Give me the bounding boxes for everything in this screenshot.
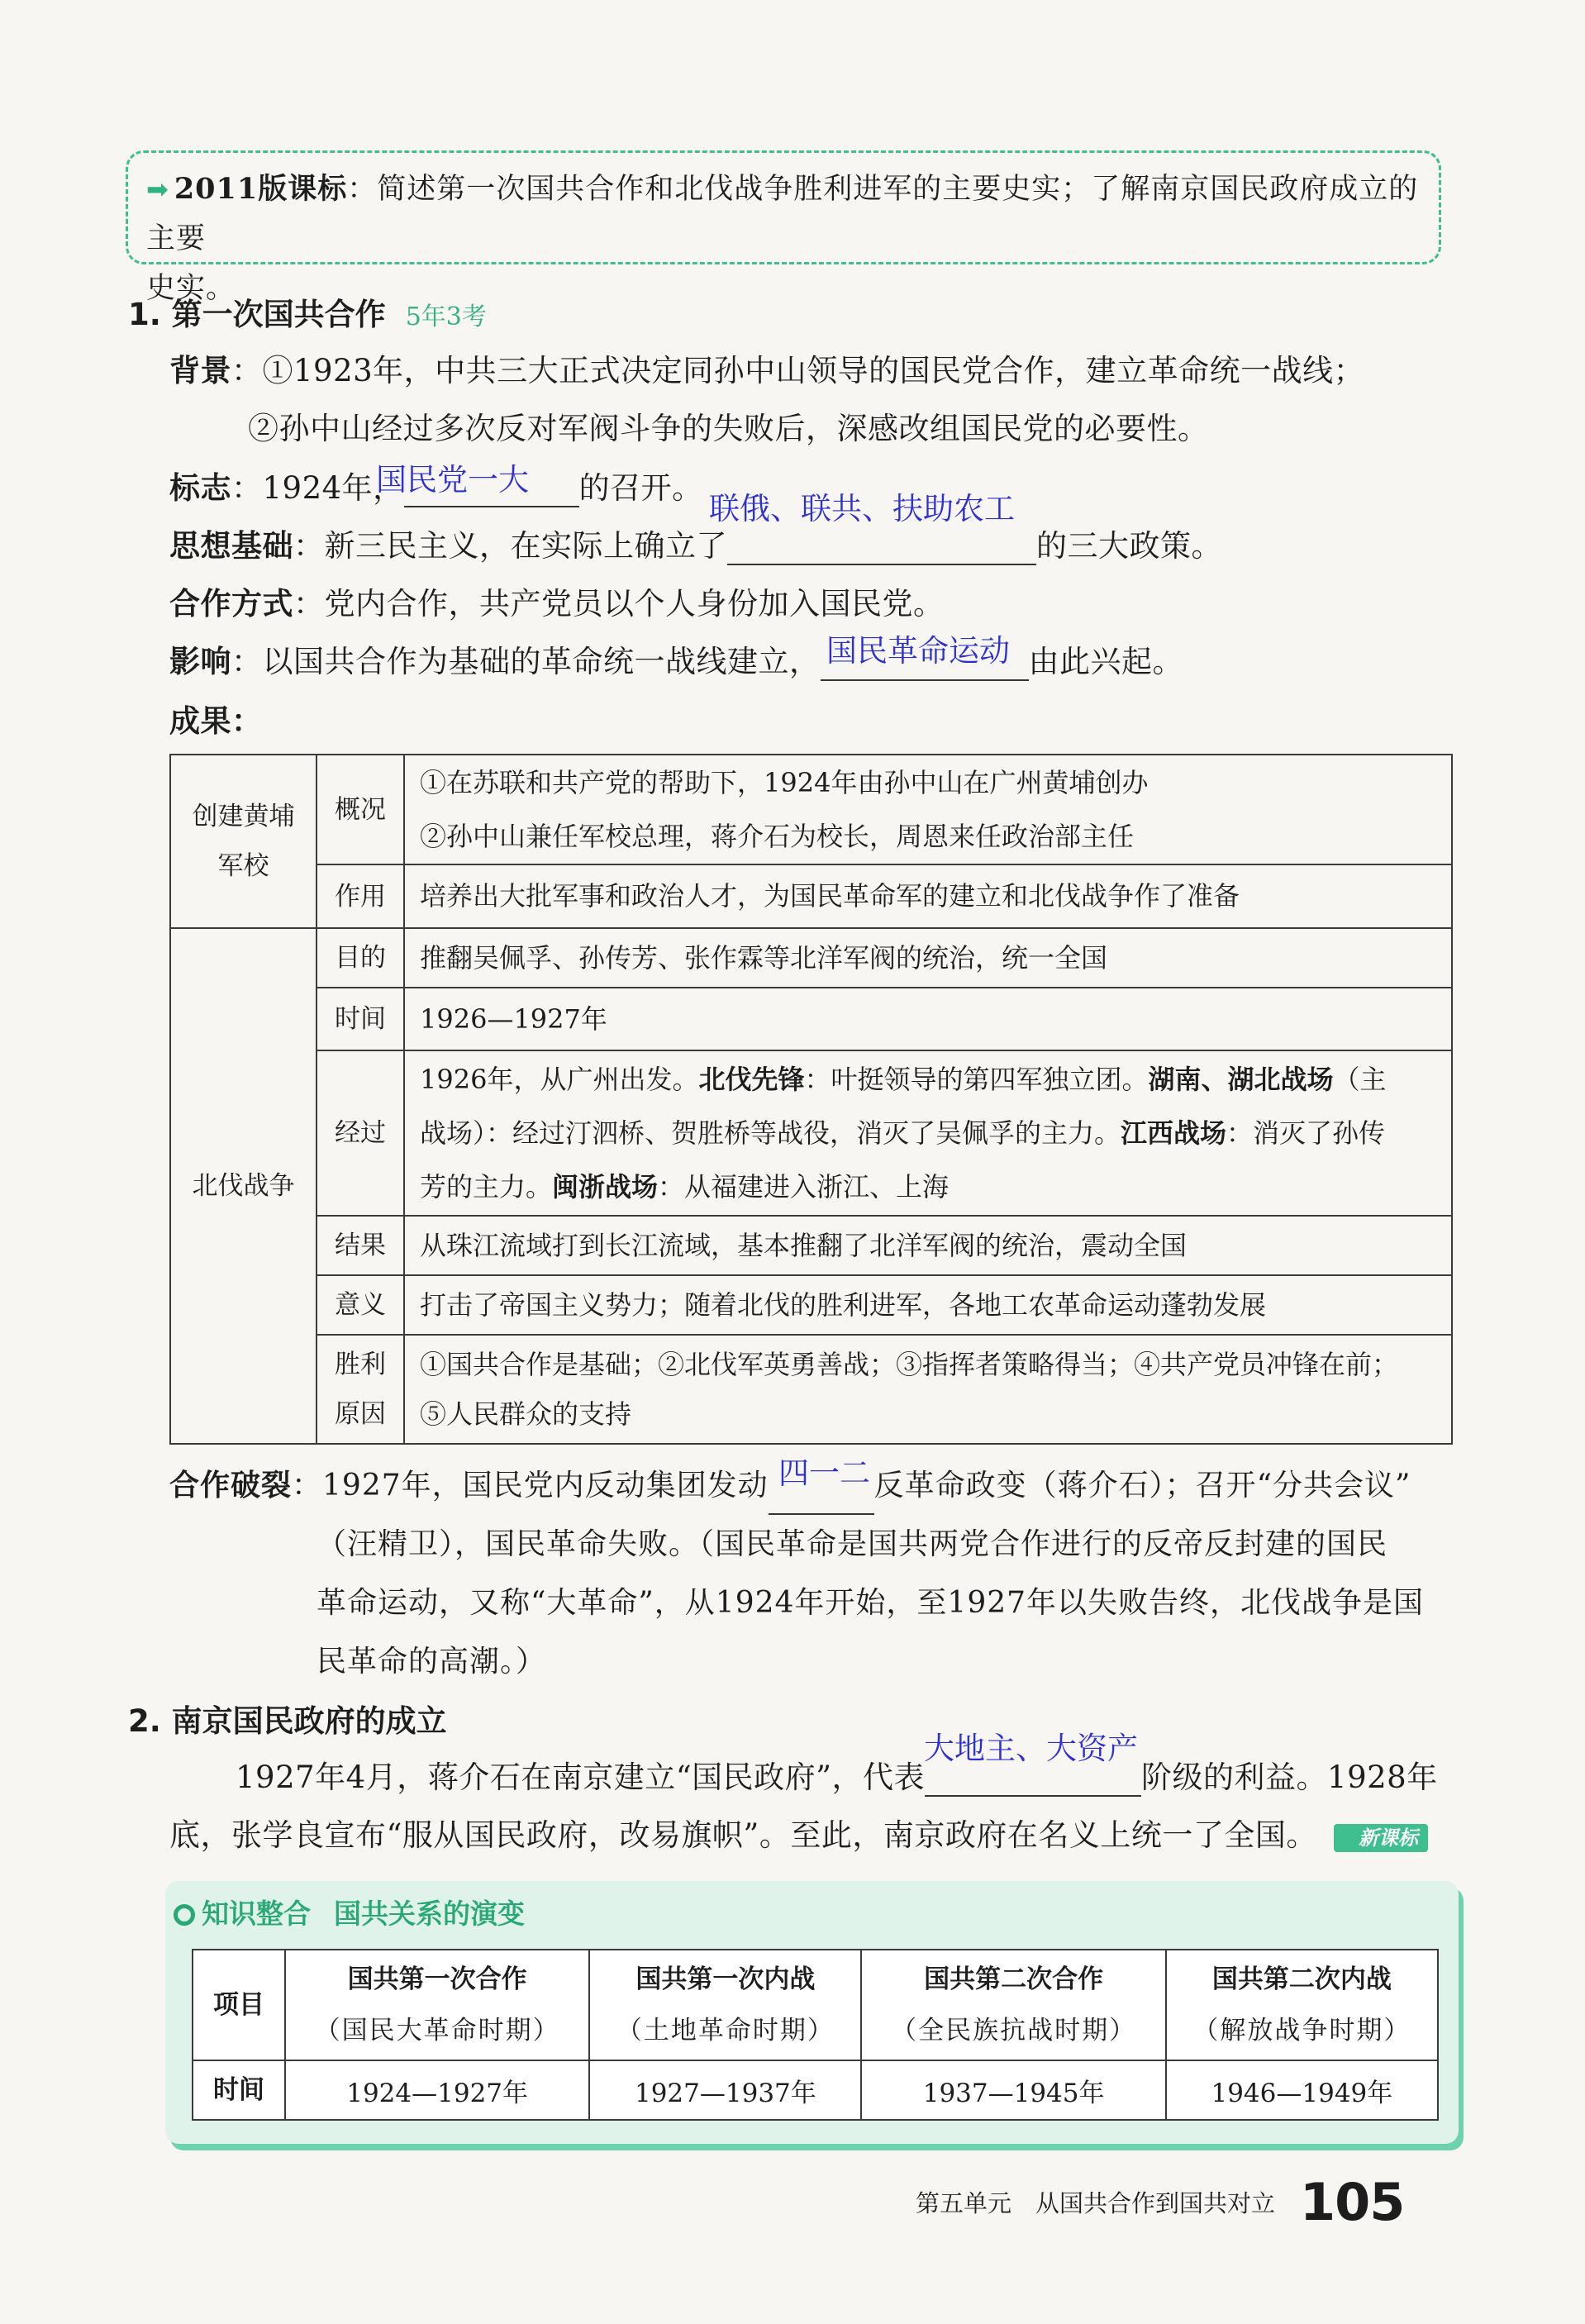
col-header-item: 项目 — [193, 1950, 285, 2060]
achievements-table — [169, 754, 1453, 1445]
table-row — [170, 928, 1452, 988]
knowledge-heading — [174, 1893, 525, 1931]
knowledge-title: 知识整合 — [202, 1898, 311, 1930]
section2-title: 2. 南京国民政府的成立 — [128, 1703, 447, 1739]
split-line3: 革命运动，又称“大革命”，从1924年开始，至1927年以失败告终，北伐战争是国 — [317, 1586, 1425, 1620]
mode-label: 合作方式 — [169, 586, 293, 621]
section1-title-text: 1. 第一次国共合作 — [128, 297, 386, 332]
standard-label: 2011版课标 — [174, 172, 348, 206]
new-curriculum-tag: 新课标 — [1334, 1824, 1428, 1852]
mark-pre: ：1924年， — [231, 470, 404, 506]
yiyi-label: 意义 — [317, 1275, 404, 1335]
table-row — [170, 755, 1452, 864]
page-number: 105 — [1300, 2172, 1405, 2232]
jg-a: 1926年，从广州出发。 — [420, 1063, 699, 1095]
section2-post: 阶级的利益。1928年 — [1141, 1760, 1438, 1795]
shijian-label: 时间 — [317, 988, 404, 1050]
jg-c: ：叶挺领导的第四军独立团。 — [804, 1063, 1149, 1095]
table-row — [170, 864, 1452, 928]
impact-line — [169, 636, 1183, 681]
jg-f: 战场）：经过汀泗桥、贺胜桥等战役，消灭了吴佩孚的主力。 — [420, 1117, 1121, 1149]
knowledge-subtitle: 国共关系的演变 — [334, 1898, 525, 1930]
gaikuang-label: 概况 — [317, 755, 404, 864]
jg-g: 江西战场 — [1121, 1117, 1227, 1149]
mark-post: 的召开。 — [578, 470, 703, 506]
time-cell: 1937—1945年 — [861, 2060, 1165, 2120]
yiyi-text: 打击了帝国主义势力；随着北伐的胜利进军，各地工农革命运动蓬勃发展 — [404, 1275, 1452, 1335]
col-period: （解放战争时期） — [1192, 2016, 1411, 2045]
gaikuang-text — [404, 755, 1452, 864]
col-period: （土地革命时期） — [616, 2016, 835, 2045]
beifa-label: 北伐战争 — [170, 928, 317, 1444]
zuoyong-label: 作用 — [317, 864, 404, 928]
jg-h: ：消灭了孙传 — [1226, 1117, 1386, 1149]
mark-answer: 国民党一大 — [376, 462, 529, 498]
row-label-time: 时间 — [193, 2060, 285, 2120]
mode-text: ：党内合作，共产党员以个人身份加入国民党。 — [293, 586, 945, 621]
col-name: 国共第二次合作 — [924, 1964, 1104, 1994]
time-cell: 1924—1927年 — [285, 2060, 589, 2120]
idea-post: 的三大政策。 — [1036, 528, 1222, 564]
mudi-text: 推翻吴佩孚、孙传芳、张作霖等北洋军阀的统治，统一全国 — [404, 928, 1452, 988]
shengli-label — [317, 1335, 404, 1444]
jg-e: （主 — [1333, 1063, 1387, 1095]
section1-title — [128, 289, 487, 334]
table-row — [193, 2060, 1438, 2120]
circle-bullet-icon — [174, 1904, 195, 1926]
shijian-text: 1926—1927年 — [404, 988, 1452, 1050]
huangpu-label: 创建黄埔军校 — [192, 802, 295, 881]
gaikuang-item2: ②孙中山兼任军校总理，蒋介石为校长，周恩来任政治部主任 — [420, 820, 1135, 852]
relations-table — [192, 1949, 1439, 2121]
unit-title: 第五单元 从国共合作到国共对立 — [916, 2189, 1276, 2217]
idea-blank[interactable] — [727, 527, 1036, 565]
jingguo-text — [404, 1050, 1452, 1216]
idea-answer: 联俄、联共、扶助农工 — [709, 491, 1015, 526]
section2-line1 — [236, 1752, 1438, 1797]
section2-pre: 1927年4月，蒋介石在南京建立“国民政府”，代表 — [236, 1760, 926, 1795]
impact-label: 影响 — [169, 644, 231, 679]
jg-i: 芳的主力。 — [420, 1170, 553, 1202]
col-header — [589, 1950, 861, 2060]
exam-frequency-tag: 5年3考 — [405, 302, 487, 331]
table-row — [170, 1050, 1452, 1216]
jingguo-label: 经过 — [317, 1050, 404, 1216]
background-line1 — [169, 345, 1364, 390]
split-line4: 民革命的高潮。） — [317, 1645, 547, 1679]
page-footer — [916, 2172, 1404, 2232]
shengli-text — [404, 1335, 1452, 1444]
split-pre: ：1927年，国民党内反动集团发动 — [292, 1469, 769, 1503]
split-line2: （汪精卫），国民革命失败。（国民革命是国共两党合作进行的反帝反封建的国民 — [317, 1527, 1388, 1561]
shengli-label-1: 胜利 — [335, 1350, 386, 1379]
col-name: 国共第二次内战 — [1211, 1964, 1392, 1994]
jg-d: 湖南、湖北战场 — [1148, 1063, 1334, 1095]
section2-line2: 底，张学良宣布“服从国民政府，改易旗帜”。至此，南京政府在名义上统一了全国。 — [169, 1817, 1317, 1853]
impact-answer: 国民革命运动 — [826, 633, 1010, 669]
jieguo-label: 结果 — [317, 1216, 404, 1275]
col-header — [861, 1950, 1165, 2060]
col-name: 国共第一次合作 — [347, 1964, 527, 1994]
table-row — [170, 1216, 1452, 1275]
background-text1: ：①1923年，中共三大正式决定同孙中山领导的国民党合作，建立革命统一战线； — [231, 353, 1365, 388]
background-label: 背景 — [169, 353, 231, 388]
standard-text-line1: ：简述第一次国共合作和北伐战争胜利进军的主要史实；了解南京国民政府成立的主要 — [146, 173, 1419, 255]
gaikuang-item1: ①在苏联和共产党的帮助下，1924年由孙中山在广州黄埔创办 — [420, 766, 1149, 798]
col-header — [285, 1950, 589, 2060]
table-row — [170, 1275, 1452, 1335]
col-period: （国民大革命时期） — [314, 2016, 560, 2045]
zuoyong-text: 培养出大批军事和政治人才，为国民革命军的建立和北伐战争作了准备 — [404, 864, 1452, 928]
mark-label: 标志 — [169, 470, 231, 506]
col-header — [1166, 1950, 1438, 2060]
curriculum-standard-box — [126, 150, 1441, 305]
table-row — [193, 1950, 1438, 2060]
shengli-item2: ⑤人民群众的支持 — [420, 1398, 632, 1430]
jg-b: 北伐先锋 — [698, 1063, 805, 1095]
col-period: （全民族抗战时期） — [891, 2016, 1137, 2045]
col-name: 国共第一次内战 — [635, 1964, 816, 1994]
impact-pre: ：以国共合作为基础的革命统一战线建立， — [231, 644, 821, 679]
shengli-label-2: 原因 — [335, 1399, 386, 1429]
jg-k: ：从福建进入浙江、上海 — [658, 1170, 950, 1202]
mode-line — [169, 579, 945, 623]
section2-answer: 大地主、大资产 — [924, 1731, 1138, 1766]
split-post: 反革命政变（蒋介石）；召开“分共会议” — [873, 1469, 1411, 1503]
table-row — [170, 988, 1452, 1050]
impact-post: 由此兴起。 — [1028, 644, 1183, 679]
result-label: 成果： — [169, 703, 263, 739]
arrow-right-icon: ➡ — [146, 174, 169, 205]
mudi-label: 目的 — [317, 928, 404, 988]
idea-label: 思想基础 — [169, 528, 293, 564]
jg-j: 闽浙战场 — [552, 1170, 659, 1202]
time-cell: 1927—1937年 — [589, 2060, 861, 2120]
idea-line — [169, 521, 1222, 565]
jieguo-text: 从珠江流域打到长江流域，基本推翻了北洋军阀的统治，震动全国 — [404, 1216, 1452, 1275]
idea-pre: ：新三民主义，在实际上确立了 — [293, 528, 727, 564]
split-label: 合作破裂 — [169, 1469, 293, 1503]
shengli-item1: ①国共合作是基础；②北伐军英勇善战；③指挥者策略得当；④共产党员冲锋在前； — [420, 1349, 1399, 1380]
background-line2: ②孙中山经过多次反对军阀斗争的失败后，深感改组国民党的必要性。 — [248, 411, 1209, 446]
huangpu-cell — [170, 755, 317, 928]
table-row — [170, 1335, 1452, 1444]
split-answer: 四一二 — [778, 1455, 870, 1491]
standard-text-line2: 史实。 — [146, 272, 236, 305]
time-cell: 1946—1949年 — [1166, 2060, 1438, 2120]
